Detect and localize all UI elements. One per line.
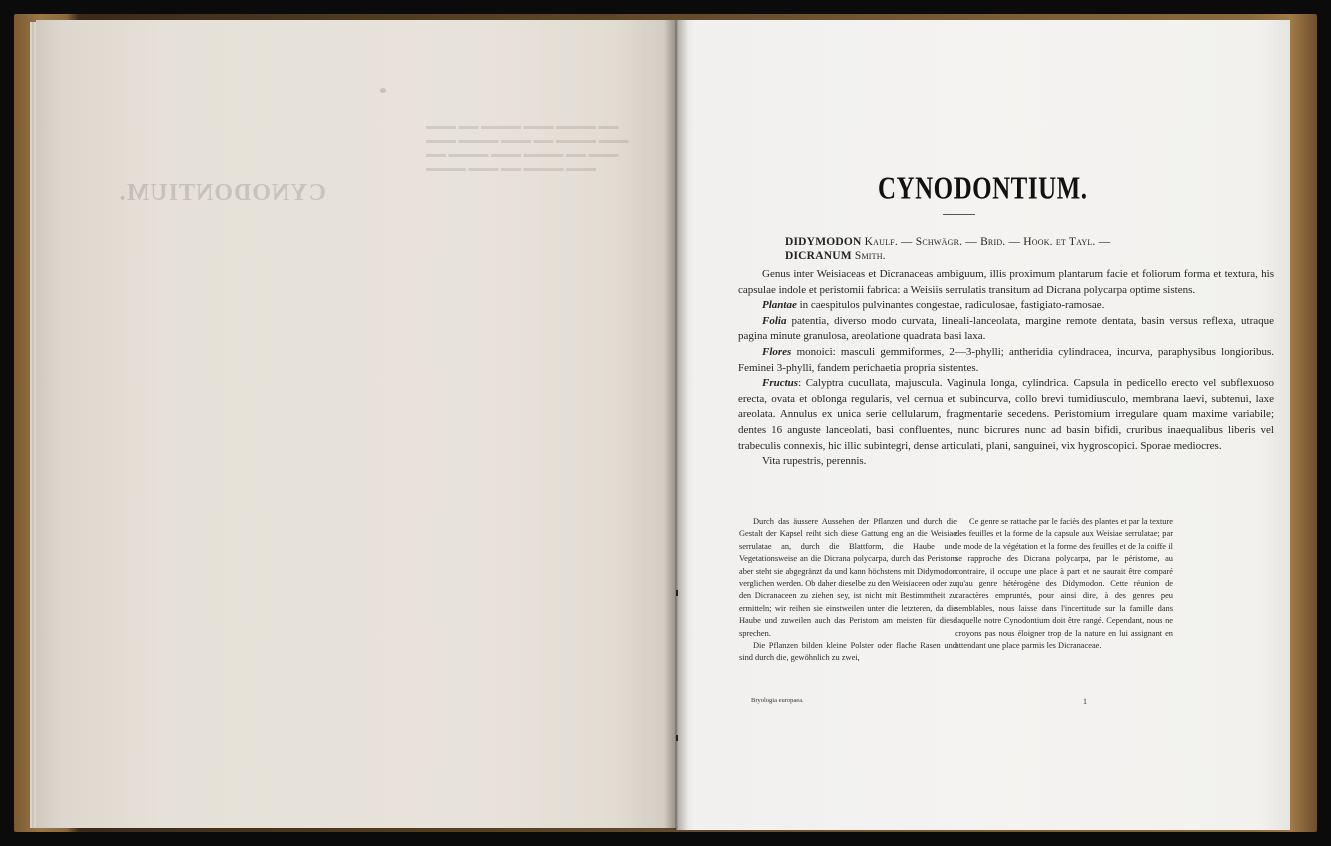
- synonym-separator: —: [900, 236, 916, 248]
- folia-text: patentia, diverso modo curvata, lineali-lanceolata, margine remote dentata, basin versus reflexa, utraque pagina minute granulosa, areolatione quadrata basi laxa.: [738, 314, 1274, 343]
- plantae-paragraph: [738, 298, 1274, 314]
- german-paragraph: Die Pflanzen bilden kleine Polster oder flache Rasen und sind durch die, gewöhnlich zu zwei,: [739, 641, 957, 663]
- bleed-through-title: CYNODONTIUM.: [118, 180, 326, 206]
- bleed-through-text: ▬▬▬ ▬▬ ▬▬▬▬ ▬▬▬ ▬▬▬▬ ▬▬ ▬▬▬ ▬▬▬▬ ▬▬▬ ▬▬ ▬▬▬▬ ▬▬▬ ▬▬ ▬▬▬▬ ▬▬▬ ▬▬▬▬ ▬▬ ▬▬▬ ▬▬▬▬ ▬▬▬ ▬▬ ▬▬▬▬ ▬▬▬: [426, 121, 629, 174]
- fructus-label: Fructus: [762, 377, 799, 390]
- fructus-paragraph: Fructus: Calyptra cucullata, majuscula. Vaginula longa, cylindrica. Capsula in pedicello erecto vel subflexuoso erecta, ovata et oblonga regularis, vel cernua et subincurva, collo brevi tumidiusculo, membrana laevi, subtenui, laxe areolata. Annulus ex unica serie cellularum, fragmentarie secedens. Peristomium irregulare quam maxime variabile; dentes 16 anguste lanceolati, basi confluentes, nunc bicrures nunc ad basin bifidi, cruribus inaequalibus liberis vel trabeculis connexis, hic illic subintegri, dense articulati, plani, sanguinei, vix hygroscopici. Sporae mediocres.: [738, 377, 1274, 452]
- book-gutter: [664, 20, 688, 830]
- fructus-text: Calyptra cucullata, majuscula. Vaginula longa, cylindrica. Capsula in pedicello erecto vel subflexuoso erecta, ovata et oblonga regularis, vel cernua et subincurva, collo brevi tumidiusculo, membrana laevi, subtenui, laxe areolata. Annulus ex unica serie cellularum, fragmentarie secedens. Peristomium irregulare quam maxime variabile; dentes 16 anguste lanceolati, basi confluentes, nunc bicrures nunc ad basin bifidi, cruribus inaequalibus liberis vel trabeculis connexis, hic illic subintegri, dense articulati, plani, sanguinei, vix hygroscopici. Sporae mediocres.: [738, 377, 1274, 452]
- gutter-mark: [676, 590, 678, 596]
- french-paragraph: Ce genre se rattache par le faciès des plantes et par la texture des feuilles et la forme de la capsule aux Weisiae serrulatae; par le mode de la végétation et la forme des feuilles et de la coiffe il se rapproche des Dicrana polycarpa, par le péristome, au contraire, il occupe une place à part et ne saurait être comparé qu'au genre hétérogène des Didymodon. Cette réunion de caractères empruntés, pour ainsi dire, à des genres peu semblables, nous laisse dans l'incertitude sur la famille dans laquelle notre Cynodontium doit être rangé. Cependant, nous ne croyons pas nous éloigner trop de la nature en lui assignant en attendant une place parmis les Dicranaceae.: [955, 517, 1173, 651]
- latin-description: [738, 267, 1274, 470]
- stain-mark: [380, 88, 386, 93]
- left-page-blank: [36, 20, 676, 828]
- synonym-author: Schwägr.: [915, 236, 963, 248]
- synonym-author: Kaulf.: [864, 236, 898, 248]
- vita-paragraph: Vita rupestris, perennis.: [762, 455, 867, 468]
- german-column: [739, 516, 957, 665]
- title-rule: [943, 214, 975, 215]
- intro-paragraph: Genus inter Weisiaceas et Dicranaceas ambiguum, illis proximum plantarum facie et foliorum forma et textura, his capsulae indole et peristomii fabrica: a Weisiis serrulatis transitum ad Dicrana polycarpa optime sistens.: [738, 268, 1274, 296]
- synonym-author: Brid.: [980, 236, 1006, 248]
- flores-label: Flores: [762, 345, 792, 358]
- synonym-author: Hook. et Tayl.: [1023, 236, 1096, 248]
- flores-text: monoici: masculi gemmiformes, 2—3-phylli; antheridia cylindracea, incurva, paraphysibus longioribus. Feminei 3-phylli, fandem perichaetia propria sistentes.: [738, 345, 1274, 374]
- page-title: CYNODONTIUM.: [878, 172, 1088, 206]
- synonym-separator: —: [1008, 236, 1024, 248]
- synonym-author: Smith.: [854, 250, 886, 262]
- page-number: 1: [1083, 697, 1087, 706]
- synonym-genus: DIDYMODON: [785, 236, 862, 248]
- folia-label: Folia: [762, 314, 787, 327]
- flores-paragraph: [738, 345, 1274, 376]
- synonym-line-1: [785, 236, 1110, 248]
- synonym-line-2: [785, 250, 886, 262]
- synonym-separator: —: [1098, 236, 1111, 248]
- synonym-genus: DICRANUM: [785, 250, 852, 262]
- synonym-separator: —: [965, 236, 981, 248]
- gutter-mark: [676, 735, 678, 741]
- german-paragraph: Durch das äussere Aussehen der Pflanzen und durch die Gestalt der Kapsel reiht sich diese Gattung eng an die Weisiae serrulatae an, durch die Blattform, die Haube und Vegetationsweise an die Dicrana polycarpa, durch das Peristom aber steht sie abgegränzt da und kann höchstens mit Didymodon verglichen werden. Ob daher dieselbe zu den Weisiaceen oder zu den Dicranaceen zu ziehen sey, ist nicht mit Bestimmtheit zu ermitteln; wir reihen sie einstweilen unter die letzteren, da die Haube und zuweilen auch das Peristom am meisten für diese sprechen.: [739, 517, 957, 638]
- french-column: [955, 516, 1173, 652]
- plantae-text: in caespitulos pulvinantes congestae, radiculosae, fastigiato-ramosae.: [799, 299, 1105, 312]
- folia-paragraph: [738, 314, 1274, 345]
- signature-mark: Bryologia europaea.: [751, 697, 804, 704]
- plantae-label: Plantae: [762, 299, 797, 312]
